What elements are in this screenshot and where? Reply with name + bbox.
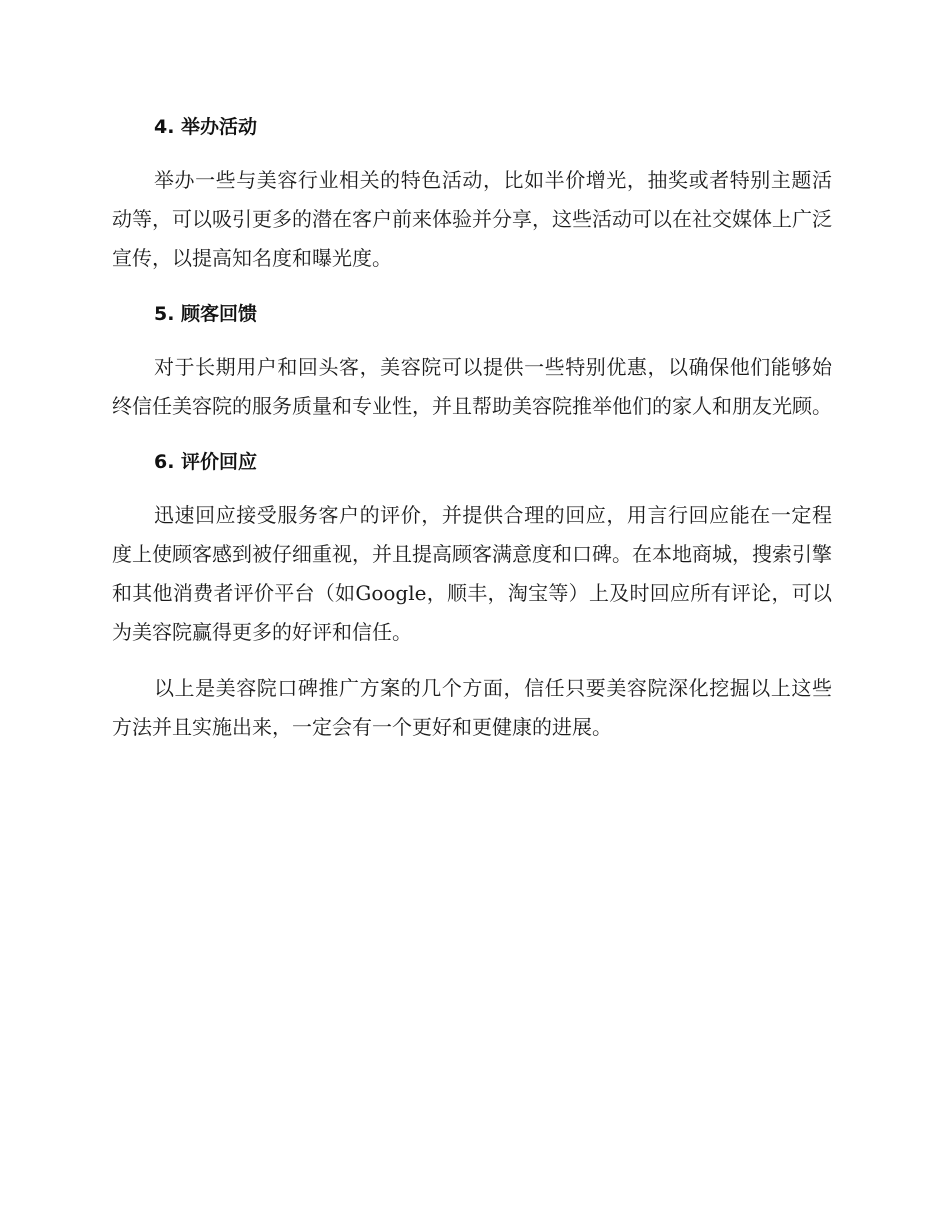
conclusion-paragraph: 以上是美容院口碑推广方案的几个方面，信任只要美容院深化挖掘以上这些方法并且实施出来，一定会有一个更好和更健康的进展。 <box>112 676 832 739</box>
section-paragraph-customer-rewards: 对于长期用户和回头客，美容院可以提供一些特别优惠，以确保他们能够始终信任美容院的服务质量和专业性，并且帮助美容院推举他们的家人和朋友光顾。 <box>112 355 832 418</box>
section-heading-activities: 4. 举办活动 <box>154 116 258 138</box>
document-body <box>112 108 832 747</box>
section-paragraph-activities: 举办一些与美容行业相关的特色活动，比如半价增光，抽奖或者特别主题活动等，可以吸引更多的潜在客户前来体验并分享，这些活动可以在社交媒体上广泛宣传，以提高知名度和曝光度。 <box>112 168 832 270</box>
section-paragraph-review-response: 迅速回应接受服务客户的评价，并提供合理的回应，用言行回应能在一定程度上使顾客感到被仔细重视，并且提高顾客满意度和口碑。在本地商城，搜索引擎和其他消费者评价平台（如Google，顺丰，淘宝等）上及时回应所有评论，可以为美容院赢得更多的好评和信任。 <box>112 503 832 644</box>
section-heading-review-response: 6. 评价回应 <box>154 451 258 473</box>
section-heading-customer-rewards: 5. 顾客回馈 <box>154 303 258 325</box>
